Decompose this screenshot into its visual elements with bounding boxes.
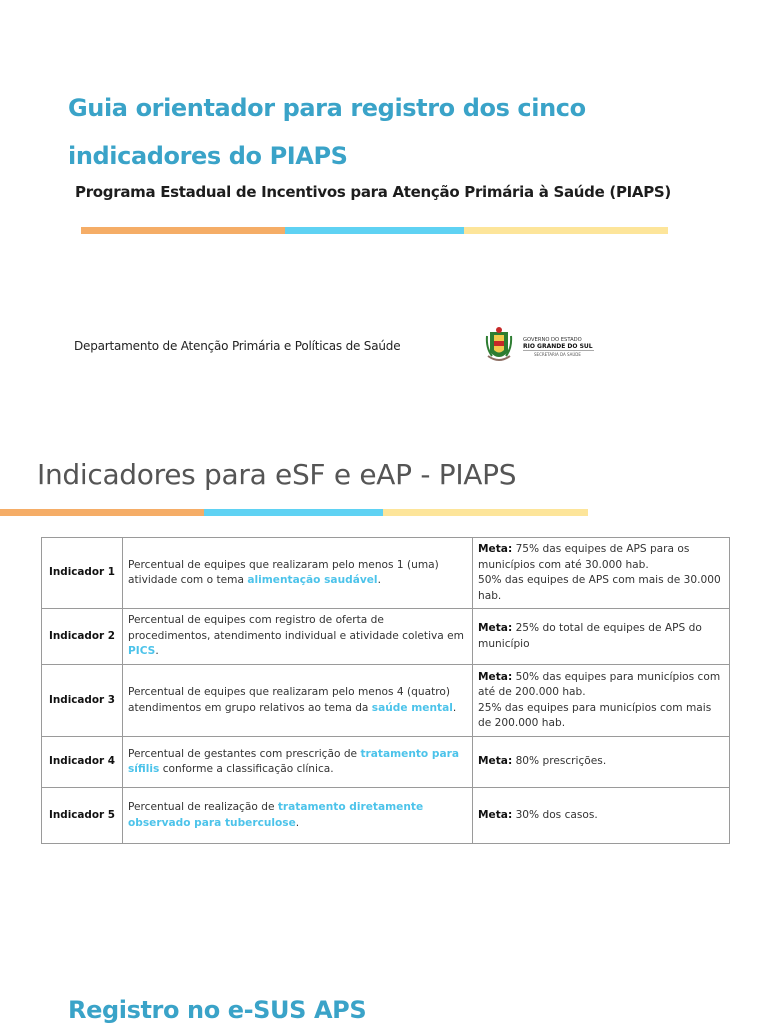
table-row (42, 665, 730, 737)
indicator-label: Indicador 4 (42, 737, 123, 788)
table-row (42, 788, 730, 844)
indicator-label: Indicador 5 (42, 788, 123, 844)
title-line-2: indicadores do PIAPS (68, 142, 348, 170)
meta-label: Meta: (478, 755, 513, 768)
divider-segment-blue (285, 227, 464, 234)
divider-segment-blue (204, 509, 383, 516)
indicator-description: Percentual de realização de tratamento diretamente observado para tuberculose. (123, 788, 473, 844)
highlight-term: saúde mental (371, 701, 453, 714)
indicator-meta: Meta: 30% dos casos. (473, 788, 730, 844)
color-divider-top (81, 227, 668, 234)
color-divider-section (0, 509, 588, 516)
indicator-meta: Meta: 25% do total de equipes de APS do município (473, 609, 730, 665)
divider-segment-orange (0, 509, 204, 516)
indicator-label: Indicador 2 (42, 609, 123, 665)
highlight-term: tratamento para sífilis (128, 747, 460, 775)
government-logo (484, 322, 606, 372)
divider-segment-orange (81, 227, 285, 234)
coat-of-arms-icon (487, 327, 511, 360)
indicator-description: Percentual de gestantes com prescrição de tratamento para sífilis conforme a classificação clínica. (123, 737, 473, 788)
meta-label: Meta: (478, 670, 513, 683)
table-row (42, 538, 730, 609)
indicator-description: Percentual de equipes com registro de oferta de procedimentos, atendimento individual e atividade coletiva em PICS. (123, 609, 473, 665)
logo-line-1: GOVERNO DO ESTADO (523, 337, 582, 343)
indicator-description: Percentual de equipes que realizaram pelo menos 1 (uma) atividade com o tema alimentação saudável. (123, 538, 473, 609)
logo-line-2: RIO GRANDE DO SUL (523, 343, 593, 350)
table-row (42, 737, 730, 788)
highlight-term: alimentação saudável (247, 574, 378, 586)
meta-label: Meta: (478, 808, 513, 821)
highlight-term: tratamento diretamente observado para tuberculose (128, 801, 424, 829)
bottom-section-title: Registro no e-SUS APS (68, 996, 367, 1024)
meta-label: Meta: (478, 543, 513, 555)
indicator-description: Percentual de equipes que realizaram pelo menos 4 (quatro) atendimentos em grupo relativos ao tema da saúde mental. (123, 665, 473, 737)
indicator-meta: Meta: 80% prescrições. (473, 737, 730, 788)
department-name: Departamento de Atenção Primária e Políticas de Saúde (74, 339, 401, 353)
divider-segment-yellow (383, 509, 588, 516)
page-title (68, 84, 708, 180)
logo-line-3: SECRETARIA DA SAÚDE (534, 352, 581, 357)
indicator-meta: Meta: 75% das equipes de APS para os municípios com até 30.000 hab. 50% das equipes de APS com mais de 30.000 hab. (473, 538, 730, 609)
divider-segment-yellow (464, 227, 668, 234)
section-title: Indicadores para eSF e eAP - PIAPS (37, 458, 517, 491)
indicator-label: Indicador 3 (42, 665, 123, 737)
table-row (42, 609, 730, 665)
indicator-label: Indicador 1 (42, 538, 123, 609)
title-line-1: Guia orientador para registro dos cinco (68, 94, 586, 122)
highlight-term: PICS (128, 645, 156, 658)
indicator-meta: Meta: 50% das equipes para municípios com até de 200.000 hab. 25% das equipes para municípios com mais de 200.000 hab. (473, 665, 730, 737)
indicators-table (41, 537, 730, 844)
meta-label: Meta: (478, 622, 513, 634)
page-subtitle: Programa Estadual de Incentivos para Atenção Primária à Saúde (PIAPS) (75, 183, 671, 201)
